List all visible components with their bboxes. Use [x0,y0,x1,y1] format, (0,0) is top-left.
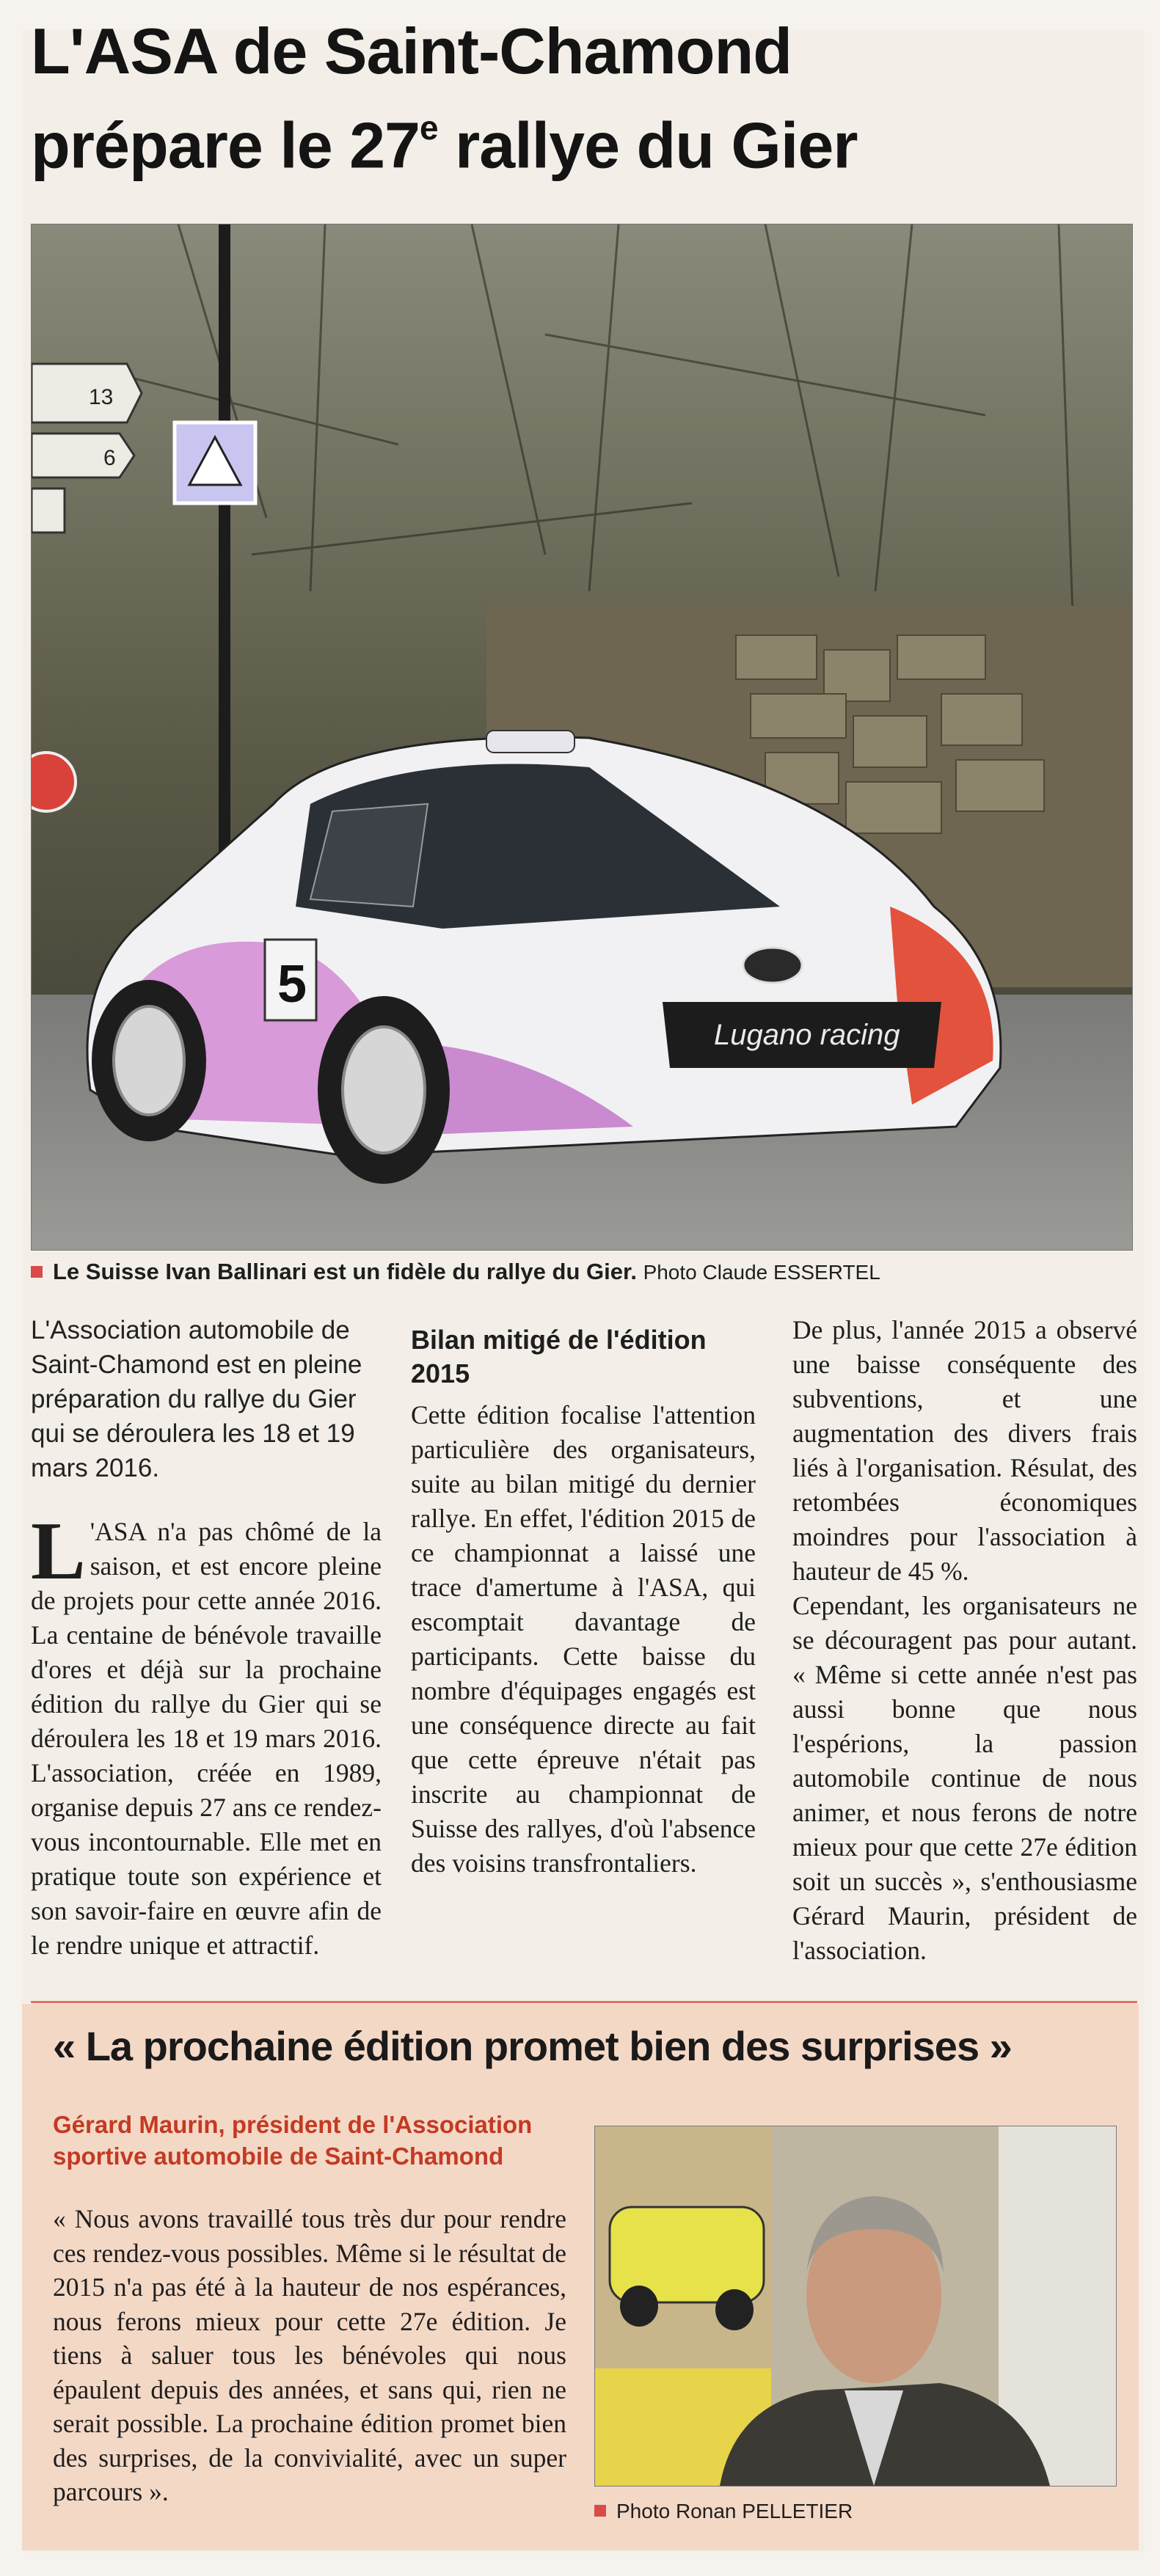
caption-text: Le Suisse Ivan Ballinari est un fidèle du rallye du Gier. [53,1259,637,1284]
car-number: 5 [277,955,307,1014]
article-paragraph-3: De plus, l'année 2015 a observé une baisse conséquente des subventions, et une augmentation des divers frais liés à l'organisation. Résulat, des retombées économiques moindres pour l'association à hauteur de 45 %. [792,1315,1137,1586]
article-column-3 [792,1313,1137,1968]
interview-author: Gérard Maurin, président de l'Association sportive automobile de Saint-Chamond [53,2111,533,2170]
rally-car-photo [31,224,1133,1251]
article-column-1 [31,1313,382,1963]
photo-caption [31,1259,880,1285]
portrait-photo [594,2126,1117,2487]
interview-quote: « Nous avons travaillé tous très dur pour rendre ces rendez-vous possibles. Même si le résultat de 2015 n'a pas été à la hauteur de nos espérances, nous ferons mieux pour cette 27e édition. Je tiens à saluer tous les bénévoles qui nous épaulent depuis des années, et sans qui, rien ne serait possible. La prochaine édition promet bien des surprises, de la convivialité, avec un super parcours ». [53,2204,566,2506]
road-sign-number-13: 13 [89,385,114,409]
article-subheading: Bilan mitigé de l'édition 2015 [411,1325,707,1388]
photo-credit-portrait [594,2500,853,2523]
article-column-2 [411,1313,756,1881]
article-intro: L'Association automobile de Saint-Chamond est en pleine préparation du rallye du Gier qui se déroulera les 18 et 19 mars 2016. [31,1316,362,1482]
headline-line2-start: prépare le 27 [31,109,420,182]
headline-superscript: e [420,109,438,147]
headline-line2-end: rallye du Gier [437,109,858,182]
article-paragraph-1 [31,1506,382,1963]
portrait-credit-text: Photo Ronan PELLETIER [616,2500,853,2522]
road-sign-number-6: 6 [103,446,116,470]
grille-sponsor-text: Lugano racing [714,1019,900,1051]
drop-cap: L [31,1506,86,1597]
section-divider [31,2001,1137,2003]
article-paragraph-2: Cette édition focalise l'attention particulière des organisateurs, suite au bilan mitigé du dernier rallye. En effet, l'édition 2015 de ce championnat a laissé une trace d'amertume à l'ASA, qui escomptait davantage de participants. Cette baisse du nombre d'équipages engagés est une conséquence directe au fait que cette épreuve n'était pas inscrite au championnat de Suisse des rallyes, d'où l'absence des voisins transfrontaliers. [411,1400,756,1878]
article-paragraph-4: Cependant, les organisateurs ne se découragent pas pour autant. « Même si cette année n'est pas aussi bonne que nous l'espérions, la passion automobile continue de nous animer, et nous ferons de notre mieux pour que cette 27e édition soit un succès », s'enthousiasme Gérard Maurin, président de l'association. [792,1591,1137,1965]
interview-title: « La prochaine édition promet bien des surprises » [53,2023,1012,2069]
photo-credit-main: Photo Claude ESSERTEL [643,1261,880,1284]
caption-bullet [31,1266,43,1278]
headline [31,10,1117,186]
portrait-credit-bullet [594,2505,606,2517]
article-paragraph-1-text: 'ASA n'a pas chômé de la saison, et est encore pleine de projets pour cette année 2016. La centaine de bénévole travaille d'ores et déjà sur la prochaine édition du rallye du Gier qui se déroulera les 18 et 19 mars 2016. L'association, créée en 1989, organise depuis 27 ans ce rendez-vous incontournable. Elle met en pratique toute son expérience et son savoir-faire en œuvre afin de le rendre unique et attractif. [31,1517,382,1960]
headline-line1: L'ASA de Saint-Chamond [31,15,792,87]
